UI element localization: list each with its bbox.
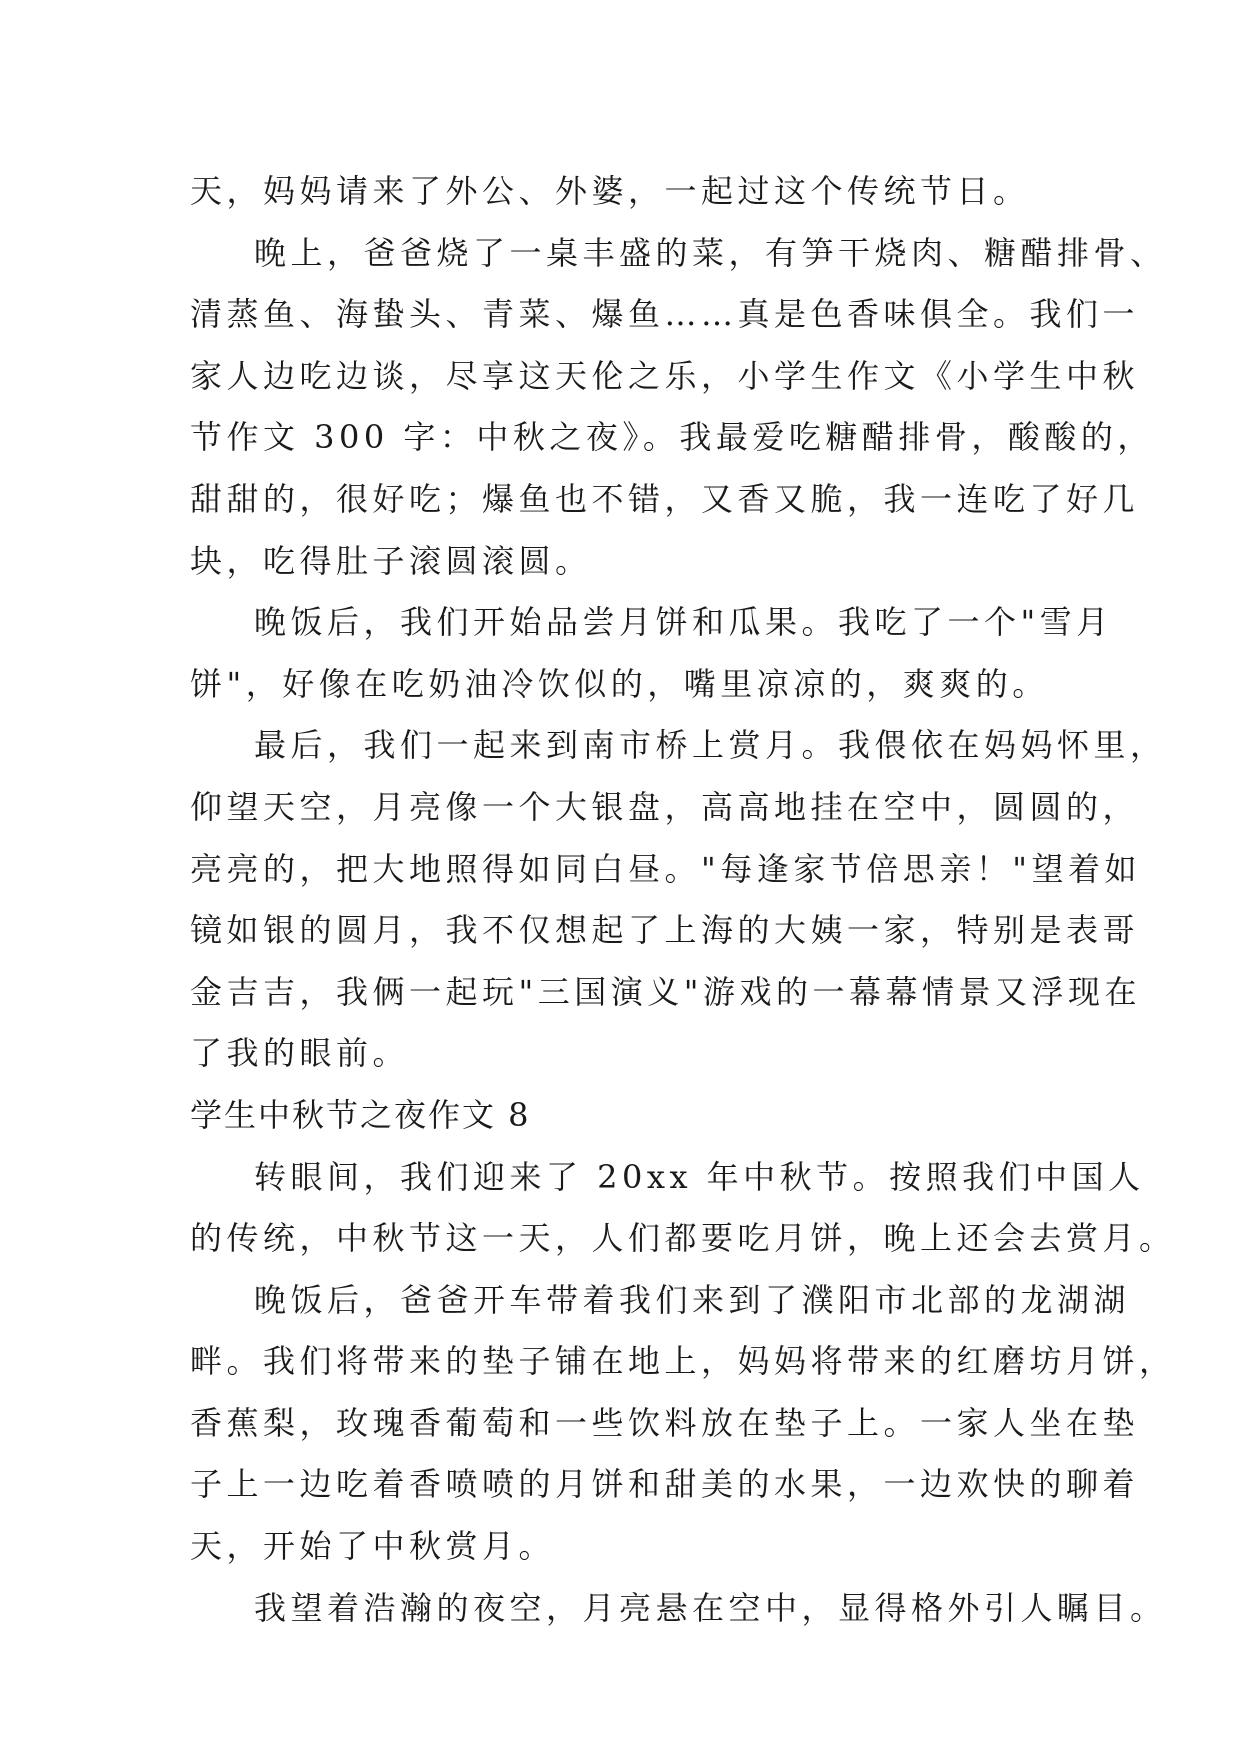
paragraph-start-line: 晚饭后，我们开始品尝月饼和瓜果。我吃了一个"雪月 xyxy=(254,603,1113,642)
text-line: 金吉吉，我俩一起玩"三国演义"游戏的一幕幕情景又浮现在 xyxy=(190,972,1141,1011)
paragraph-start-line: 晚饭后，爸爸开车带着我们来到了濮阳市北部的龙湖湖 xyxy=(254,1280,1131,1319)
text-line: 仰望天空，月亮像一个大银盘，高高地挂在空中，圆圆的， xyxy=(190,787,1140,826)
text-line: 块，吃得肚子滚圆滚圆。 xyxy=(190,541,592,580)
text-line: 了我的眼前。 xyxy=(190,1034,410,1073)
text-line: 家人边吃边谈，尽享这天伦之乐，小学生作文《小学生中秋 xyxy=(190,356,1140,395)
paragraph-start-line: 转眼间，我们迎来了 20xx 年中秋节。按照我们中国人 xyxy=(254,1157,1145,1196)
text-line: 饼"，好像在吃奶油冷饮似的，嘴里凉凉的，爽爽的。 xyxy=(190,664,1049,703)
text-line: 子上一边吃着香喷喷的月饼和甜美的水果，一边欢快的聊着 xyxy=(190,1465,1140,1504)
paragraph-start-line: 晚上，爸爸烧了一桌丰盛的菜，有笋干烧肉、糖醋排骨、 xyxy=(254,233,1167,272)
text-line: 镜如银的圆月，我不仅想起了上海的大姨一家，特别是表哥 xyxy=(190,911,1140,950)
paragraph-start-line: 我望着浩瀚的夜空，月亮悬在空中，显得格外引人瞩目。 xyxy=(254,1588,1167,1627)
document-body xyxy=(190,161,1176,1639)
text-line: 甜甜的，很好吃；爆鱼也不错，又香又脆，我一连吃了好几 xyxy=(190,479,1140,518)
text-line: 天，妈妈请来了外公、外婆，一起过这个传统节日。 xyxy=(190,172,1030,210)
section-heading: 学生中秋节之夜作文 8 xyxy=(190,1095,531,1134)
text-line: 的传统，中秋节这一天，人们都要吃月饼，晚上还会去赏月。 xyxy=(190,1219,1176,1258)
text-line: 畔。我们将带来的垫子铺在地上，妈妈将带来的红磨坊月饼， xyxy=(190,1342,1176,1381)
text-line: 清蒸鱼、海蛰头、青菜、爆鱼……真是色香味俱全。我们一 xyxy=(190,295,1140,334)
paragraph-start-line: 最后，我们一起来到南市桥上赏月。我偎依在妈妈怀里， xyxy=(254,726,1167,765)
text-line: 天，开始了中秋赏月。 xyxy=(190,1527,556,1566)
text-line: 节作文 300 字：中秋之夜》。我最爱吃糖醋排骨，酸酸的， xyxy=(190,418,1154,457)
text-line: 亮亮的，把大地照得如同白昼。"每逢家节倍思亲！"望着如 xyxy=(190,849,1141,888)
text-line: 香蕉梨，玫瑰香葡萄和一些饮料放在垫子上。一家人坐在垫 xyxy=(190,1403,1140,1442)
